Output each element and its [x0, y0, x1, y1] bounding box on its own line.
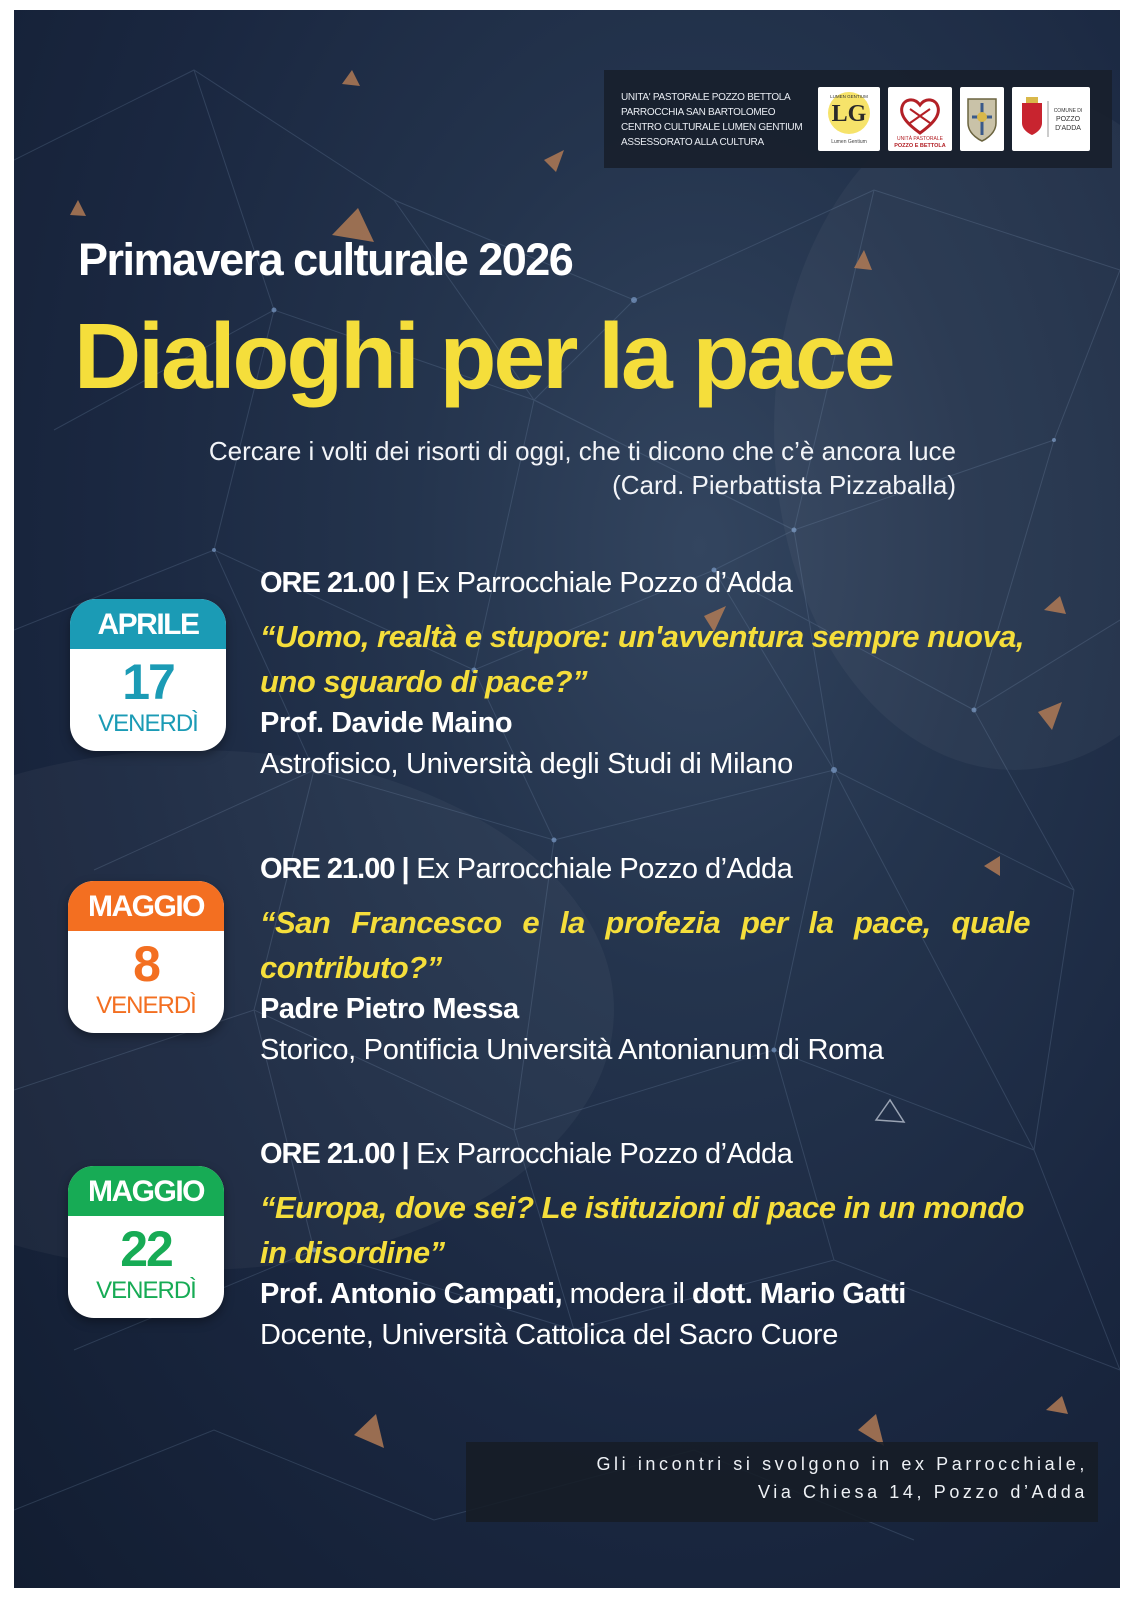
quote-author: (Card. Pierbattista Pizzaballa): [612, 470, 956, 500]
event-time-location: [260, 1136, 1050, 1172]
calendar-badge: [68, 1166, 224, 1318]
event-title: “San Francesco e la profezia per la pace, quale contributo?”: [260, 905, 1030, 985]
footer-panel: [466, 1442, 1098, 1522]
organizer-line: UNITA' PASTORALE POZZO BETTOLA: [621, 92, 791, 103]
event-details: [260, 565, 1050, 786]
calendar-month: APRILE: [70, 599, 226, 649]
parish-crest-logo: [960, 87, 1004, 151]
svg-text:D'ADDA: D'ADDA: [1055, 125, 1081, 132]
footer-line: Gli incontri si svolgono in ex Parrocchiale,: [596, 1454, 1088, 1474]
organizer-line: ASSESSORATO ALLA CULTURA: [621, 137, 764, 148]
event-time: ORE 21.00 |: [260, 1138, 409, 1170]
event-moderator-label: modera il: [562, 1278, 692, 1310]
calendar-month: MAGGIO: [68, 1166, 224, 1216]
calendar-month: MAGGIO: [68, 881, 224, 931]
event-time: ORE 21.00 |: [260, 853, 409, 885]
event-location: Ex Parrocchiale Pozzo d’Adda: [416, 1138, 793, 1170]
event-details: [260, 851, 1050, 1072]
event-affiliation: Astrofisico, Università degli Studi di Milano: [260, 748, 793, 780]
calendar-day: 17: [122, 654, 174, 710]
calendar-badge: [70, 599, 226, 751]
calendar-day: 22: [120, 1221, 172, 1277]
svg-text:Lumen Gentium: Lumen Gentium: [831, 139, 867, 145]
quote-block: [76, 434, 956, 502]
event-affiliation: Storico, Pontificia Università Antonianum di Roma: [260, 1034, 884, 1066]
event-speaker: Padre Pietro Messa: [260, 993, 519, 1025]
svg-text:UNITÀ PASTORALE: UNITÀ PASTORALE: [897, 136, 943, 142]
comune-pozzo-adda-logo: [1012, 87, 1090, 151]
header-panel: [604, 70, 1112, 168]
event-speakers: [260, 1275, 1050, 1313]
poster: [14, 10, 1120, 1588]
organizer-line: PARROCCHIA SAN BARTOLOMEO: [621, 107, 776, 118]
event-speaker: Prof. Antonio Campati,: [260, 1278, 563, 1310]
event-affiliation: Docente, Università Cattolica del Sacro Cuore: [260, 1319, 839, 1351]
svg-text:LUMEN GENTIUM: LUMEN GENTIUM: [830, 94, 868, 99]
calendar-weekday: VENERDÌ: [98, 710, 198, 737]
event-time-location: [260, 851, 1050, 887]
event-details: [260, 1136, 1050, 1357]
quote-text: Cercare i volti dei risorti di oggi, che ti dicono che c’è ancora luce: [208, 436, 956, 466]
calendar-weekday: VENERDÌ: [96, 992, 196, 1019]
svg-text:LG: LG: [831, 101, 867, 127]
main-title: Dialoghi per la pace: [74, 304, 893, 408]
event-location: Ex Parrocchiale Pozzo d’Adda: [416, 567, 793, 599]
event-title: “Europa, dove sei? Le istituzioni di pace in un mondo in disordine”: [260, 1190, 1025, 1270]
calendar-badge: [68, 881, 224, 1033]
event-speaker: Prof. Davide Maino: [260, 707, 513, 739]
event-title: “Uomo, realtà e stupore: un'avventura sempre nuova, uno sguardo di pace?”: [260, 619, 1024, 699]
event-time-location: [260, 565, 1050, 601]
calendar-day: 8: [133, 936, 159, 992]
unita-pastorale-logo: [888, 87, 952, 151]
svg-text:COMUNE DI: COMUNE DI: [1053, 108, 1083, 114]
footer-venue-note: [596, 1450, 1088, 1506]
event-moderator: dott. Mario Gatti: [691, 1278, 906, 1310]
footer-line: Via Chiesa 14, Pozzo d’Adda: [757, 1482, 1088, 1502]
calendar-weekday: VENERDÌ: [96, 1277, 196, 1304]
organizer-line: CENTRO CULTURALE LUMEN GENTIUM: [621, 122, 803, 133]
series-subtitle: Primavera culturale 2026: [78, 234, 573, 285]
organizers-list: [621, 90, 802, 150]
svg-text:POZZO: POZZO: [1055, 116, 1081, 123]
event-time: ORE 21.00 |: [260, 567, 409, 599]
event-location: Ex Parrocchiale Pozzo d’Adda: [416, 853, 793, 885]
svg-text:POZZO E BETTOLA: POZZO E BETTOLA: [894, 143, 946, 149]
lumen-gentium-logo: [818, 87, 880, 151]
